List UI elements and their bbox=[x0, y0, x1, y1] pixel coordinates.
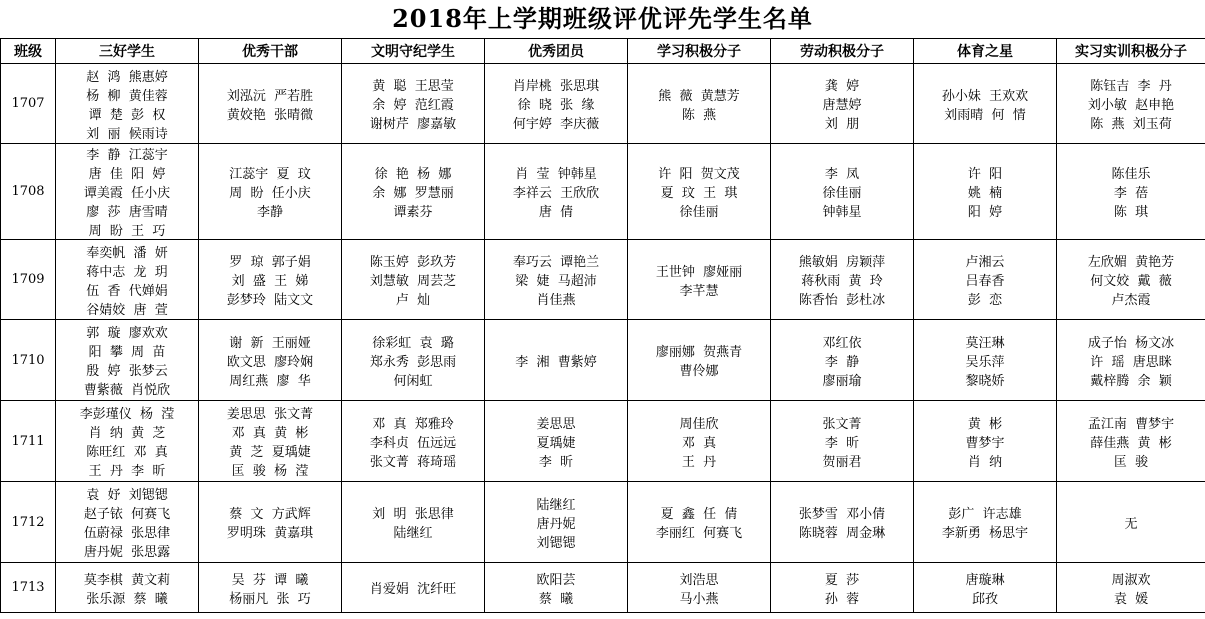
student-names: 许 瑶 唐思眯 bbox=[1090, 354, 1172, 370]
student-names: 余 娜 罗慧丽 bbox=[372, 186, 454, 201]
student-names: 卢 灿 bbox=[395, 293, 431, 308]
student-names: 周 盼 任小庆 bbox=[229, 186, 311, 201]
cell-study-activist bbox=[628, 482, 771, 563]
student-names: 刘泓沅 严若胜 bbox=[226, 88, 314, 104]
student-names: 姚 楠 bbox=[967, 186, 1003, 201]
student-names: 李科贞 伍远远 bbox=[369, 435, 457, 451]
cell-merit-student bbox=[56, 240, 199, 320]
table-row bbox=[1, 240, 1205, 320]
student-names: 黎晓娇 bbox=[965, 373, 1005, 389]
student-names: 李彭瑾仪 杨 滢 bbox=[79, 407, 175, 422]
student-names: 刘小敏 赵申艳 bbox=[1087, 98, 1175, 113]
student-names: 李芊慧 bbox=[679, 283, 719, 299]
student-names: 廖丽瑜 bbox=[822, 373, 862, 389]
student-names: 奉巧云 谭艳兰 bbox=[512, 255, 600, 270]
cell-internship-activist bbox=[1057, 240, 1205, 320]
cell-merit-student bbox=[56, 64, 199, 144]
student-names: 唐 佳 阳 婷 bbox=[88, 167, 166, 182]
student-names: 何宇婷 李庆薇 bbox=[512, 117, 600, 132]
student-names: 黄 聪 王思莹 bbox=[372, 79, 454, 94]
student-names: 徐 艳 杨 娜 bbox=[374, 167, 452, 182]
cell-study-activist bbox=[628, 320, 771, 401]
student-names: 罗明珠 黄嘉琪 bbox=[226, 526, 314, 541]
cell-internship-activist bbox=[1057, 563, 1205, 613]
student-names: 陈钰吉 李 丹 bbox=[1090, 79, 1172, 94]
cell-merit-student bbox=[56, 401, 199, 482]
student-names: 谭美霞 任小庆 bbox=[83, 186, 171, 201]
cell-sports-star bbox=[914, 563, 1057, 613]
student-names: 张文菁 蒋琦瑶 bbox=[369, 454, 457, 470]
student-names: 邓 真 黄 彬 bbox=[231, 426, 309, 441]
student-names: 何闲虹 bbox=[393, 373, 433, 389]
table-row bbox=[1, 563, 1205, 613]
student-names: 孟江南 曹梦宇 bbox=[1087, 416, 1175, 432]
student-names: 唐 倩 bbox=[538, 205, 574, 220]
cell-sports-star bbox=[914, 144, 1057, 240]
header-league-member: 优秀团员 bbox=[485, 39, 628, 64]
student-names: 黄 彬 bbox=[967, 416, 1003, 432]
student-names: 许 阳 bbox=[967, 167, 1003, 182]
cell-internship-activist bbox=[1057, 64, 1205, 144]
student-names: 彭梦玲 陆文文 bbox=[226, 293, 314, 308]
student-names: 唐璇琳 bbox=[965, 572, 1005, 588]
cell-discipline-student bbox=[342, 401, 485, 482]
student-names: 肖岸桃 张思琪 bbox=[512, 79, 600, 94]
cell-merit-student bbox=[56, 320, 199, 401]
table-row bbox=[1, 401, 1205, 482]
student-names: 陈旺红 邓 真 bbox=[86, 445, 168, 460]
student-names: 马小燕 bbox=[679, 591, 719, 607]
cell-study-activist bbox=[628, 240, 771, 320]
student-names: 周佳欣 bbox=[679, 416, 719, 432]
cell-merit-student bbox=[56, 482, 199, 563]
student-names: 刘锶锶 bbox=[536, 535, 576, 551]
student-names: 无 bbox=[1124, 516, 1138, 532]
student-names: 陈 燕 bbox=[681, 107, 717, 123]
student-names: 陈 琪 bbox=[1113, 205, 1149, 220]
header-labor-activist: 劳动积极分子 bbox=[771, 39, 914, 64]
student-names: 李新勇 杨思宇 bbox=[941, 526, 1029, 541]
cell-sports-star bbox=[914, 482, 1057, 563]
cell-labor-activist bbox=[771, 64, 914, 144]
student-names: 夏 莎 bbox=[824, 572, 860, 588]
cell-sports-star bbox=[914, 240, 1057, 320]
cell-discipline-student bbox=[342, 563, 485, 613]
student-names: 肖佳燕 bbox=[536, 293, 576, 308]
cell-merit-student bbox=[56, 144, 199, 240]
student-names: 郭 璇 廖欢欢 bbox=[86, 326, 168, 341]
student-names: 唐慧婷 bbox=[822, 98, 862, 113]
student-names: 李 静 bbox=[824, 354, 860, 370]
cell-merit-student bbox=[56, 563, 199, 613]
student-names: 何文姣 戴 薇 bbox=[1090, 274, 1172, 289]
student-names: 彭广 许志雄 bbox=[948, 507, 1022, 522]
student-names: 姜思思 bbox=[536, 416, 576, 432]
class-number: 1710 bbox=[1, 320, 56, 401]
student-names: 姜思思 张文菁 bbox=[226, 407, 314, 422]
student-names: 卢湘云 bbox=[965, 255, 1005, 270]
header-merit-student: 三好学生 bbox=[56, 39, 199, 64]
cell-outstanding-cadre bbox=[199, 240, 342, 320]
student-names: 周 盼 王 巧 bbox=[88, 224, 166, 239]
student-names: 唐丹妮 bbox=[536, 516, 576, 532]
student-names: 孙 蓉 bbox=[824, 591, 860, 607]
student-names: 刘 丽 候雨诗 bbox=[86, 126, 168, 142]
student-names: 肖 纳 黄 芝 bbox=[88, 426, 166, 441]
student-names: 蒋中志 龙 玥 bbox=[86, 264, 168, 280]
student-names: 杨丽凡 张 巧 bbox=[229, 591, 311, 607]
student-names: 陈佳乐 bbox=[1111, 167, 1151, 182]
student-names: 伍蔚禄 张思律 bbox=[83, 526, 171, 541]
student-names: 欧文思 廖玲娴 bbox=[226, 354, 314, 370]
student-names: 谢树芹 廖嘉敏 bbox=[369, 117, 457, 132]
cell-study-activist bbox=[628, 401, 771, 482]
student-names: 陆继红 bbox=[536, 497, 576, 513]
class-number: 1713 bbox=[1, 563, 56, 613]
student-names: 许 阳 贺文茂 bbox=[658, 167, 740, 182]
student-names: 刘 朋 bbox=[824, 117, 860, 132]
page-title: 2018年上学期班级评优评先学生名单 bbox=[392, 4, 813, 33]
student-names: 唐丹妮 张思露 bbox=[83, 545, 171, 560]
cell-sports-star bbox=[914, 320, 1057, 401]
class-number: 1709 bbox=[1, 240, 56, 320]
student-names: 王 丹 李 昕 bbox=[88, 464, 166, 479]
student-names: 吴 芬 谭 曦 bbox=[231, 572, 309, 588]
student-names: 夏瑀婕 bbox=[536, 435, 576, 451]
cell-league-member bbox=[485, 320, 628, 401]
student-names: 陈玉婷 彭玖芳 bbox=[369, 255, 457, 270]
cell-league-member bbox=[485, 64, 628, 144]
cell-labor-activist bbox=[771, 240, 914, 320]
student-names: 匡 骏 bbox=[1113, 454, 1149, 470]
student-names: 袁 媛 bbox=[1113, 591, 1149, 607]
class-number: 1712 bbox=[1, 482, 56, 563]
class-number: 1707 bbox=[1, 64, 56, 144]
student-names: 梁 婕 马超沛 bbox=[515, 274, 597, 289]
header-outstanding-cadre: 优秀干部 bbox=[199, 39, 342, 64]
student-names: 黄 芝 夏瑀婕 bbox=[229, 445, 311, 460]
student-names: 吴乐萍 bbox=[965, 354, 1005, 370]
student-names: 薛佳燕 黄 彬 bbox=[1090, 435, 1172, 451]
student-names: 夏 鑫 任 倩 bbox=[660, 507, 738, 522]
student-names: 卢杰霞 bbox=[1111, 293, 1151, 308]
cell-discipline-student bbox=[342, 482, 485, 563]
student-names: 徐彩虹 袁 璐 bbox=[372, 335, 454, 351]
student-names: 肖 纳 bbox=[967, 454, 1003, 470]
cell-league-member bbox=[485, 240, 628, 320]
cell-outstanding-cadre bbox=[199, 64, 342, 144]
student-names: 李 昕 bbox=[824, 435, 860, 451]
cell-discipline-student bbox=[342, 320, 485, 401]
student-names: 伍 香 代婵娟 bbox=[86, 283, 168, 299]
cell-internship-activist bbox=[1057, 144, 1205, 240]
student-names: 刘雨晴 何 情 bbox=[944, 107, 1026, 123]
student-names: 徐 晓 张 缘 bbox=[517, 98, 595, 113]
student-names: 刘浩思 bbox=[679, 572, 719, 588]
student-names: 彭 恋 bbox=[967, 293, 1003, 308]
cell-labor-activist bbox=[771, 144, 914, 240]
student-names: 左欣媚 黄艳芳 bbox=[1087, 255, 1175, 270]
student-names: 陆继红 bbox=[393, 526, 433, 541]
cell-internship-activist bbox=[1057, 320, 1205, 401]
student-names: 欧阳芸 bbox=[536, 572, 576, 588]
student-names: 邓红依 bbox=[822, 335, 862, 351]
student-names: 李 湘 曹紫婷 bbox=[515, 354, 597, 370]
student-names: 李 蓓 bbox=[1113, 186, 1149, 201]
student-names: 李祥云 王欣欣 bbox=[512, 186, 600, 201]
header-study-activist: 学习积极分子 bbox=[628, 39, 771, 64]
student-names: 曹梦宇 bbox=[965, 435, 1005, 451]
student-names: 王世钟 廖娅丽 bbox=[655, 264, 743, 280]
student-names: 赵 鸿 熊惠婷 bbox=[86, 69, 168, 85]
student-names: 江蕊宇 夏 玟 bbox=[229, 167, 311, 182]
cell-league-member bbox=[485, 144, 628, 240]
student-names: 莫汪琳 bbox=[965, 335, 1005, 351]
cell-internship-activist bbox=[1057, 401, 1205, 482]
student-names: 李 静 江蕊宇 bbox=[86, 148, 168, 163]
student-names: 谢 新 王丽娅 bbox=[229, 335, 311, 351]
student-names: 张梦雪 邓小倩 bbox=[798, 507, 886, 522]
student-names: 廖丽娜 贺燕青 bbox=[655, 345, 743, 360]
student-names: 匡 骏 杨 滢 bbox=[231, 464, 309, 479]
cell-internship-activist bbox=[1057, 482, 1205, 563]
cell-outstanding-cadre bbox=[199, 563, 342, 613]
cell-labor-activist bbox=[771, 482, 914, 563]
award-table bbox=[0, 38, 1205, 613]
header-internship-activist: 实习实训积极分子 bbox=[1057, 39, 1205, 64]
student-names: 孙小妹 王欢欢 bbox=[941, 88, 1029, 104]
cell-labor-activist bbox=[771, 563, 914, 613]
student-names: 肖爱娟 沈纤旺 bbox=[369, 582, 457, 597]
student-names: 李 昕 bbox=[538, 454, 574, 470]
cell-outstanding-cadre bbox=[199, 401, 342, 482]
student-names: 熊 薇 黄慧芳 bbox=[658, 88, 740, 104]
student-names: 谭 楚 彭 权 bbox=[88, 107, 166, 123]
student-names: 刘 明 张思律 bbox=[372, 507, 454, 522]
student-names: 邓 真 郑雅玲 bbox=[372, 416, 454, 432]
cell-discipline-student bbox=[342, 64, 485, 144]
student-names: 阳 攀 周 苗 bbox=[88, 345, 166, 360]
student-names: 蔡 文 方武辉 bbox=[229, 507, 311, 522]
student-names: 钟韩星 bbox=[822, 205, 862, 220]
cell-study-activist bbox=[628, 144, 771, 240]
header-class: 班级 bbox=[1, 39, 56, 64]
student-names: 贺丽君 bbox=[822, 454, 862, 470]
student-names: 罗 琼 郭子娟 bbox=[229, 255, 311, 270]
student-names: 曹伶娜 bbox=[679, 364, 719, 379]
cell-outstanding-cadre bbox=[199, 320, 342, 401]
cell-sports-star bbox=[914, 401, 1057, 482]
header-sports-star: 体育之星 bbox=[914, 39, 1057, 64]
student-names: 谷婧姣 唐 萱 bbox=[86, 302, 168, 318]
student-names: 戴梓腾 余 颖 bbox=[1090, 373, 1172, 389]
student-names: 殷 婷 张梦云 bbox=[86, 364, 168, 379]
class-number: 1711 bbox=[1, 401, 56, 482]
student-names: 蔡 曦 bbox=[538, 591, 574, 607]
student-names: 徐佳丽 bbox=[679, 205, 719, 220]
student-names: 陈 燕 刘玉荷 bbox=[1090, 117, 1172, 132]
student-names: 周红燕 廖 华 bbox=[229, 373, 311, 389]
student-names: 陈晓蓉 周金琳 bbox=[798, 526, 886, 541]
student-names: 郑永秀 彭思雨 bbox=[369, 354, 457, 370]
student-names: 龚 婷 bbox=[824, 79, 860, 94]
table-row bbox=[1, 64, 1205, 144]
table-row bbox=[1, 320, 1205, 401]
student-names: 阳 婷 bbox=[967, 205, 1003, 220]
student-names: 奉奕帆 潘 妍 bbox=[86, 245, 168, 261]
student-names: 曹紫薇 肖悦欣 bbox=[83, 383, 171, 398]
student-names: 成子怡 杨文冰 bbox=[1087, 335, 1175, 351]
student-names: 邓 真 bbox=[681, 435, 717, 451]
header-row bbox=[1, 39, 1205, 64]
student-names: 杨 柳 黄佳蓉 bbox=[86, 88, 168, 104]
cell-discipline-student bbox=[342, 240, 485, 320]
student-names: 王 丹 bbox=[681, 454, 717, 470]
student-names: 夏 玟 王 琪 bbox=[660, 186, 738, 201]
cell-outstanding-cadre bbox=[199, 482, 342, 563]
student-names: 邱孜 bbox=[971, 591, 998, 607]
student-names: 肖 莹 钟韩星 bbox=[515, 167, 597, 182]
student-names: 袁 妤 刘锶锶 bbox=[86, 488, 168, 503]
cell-outstanding-cadre bbox=[199, 144, 342, 240]
student-names: 周淑欢 bbox=[1111, 572, 1151, 588]
student-names: 李丽红 何赛飞 bbox=[655, 526, 743, 541]
cell-sports-star bbox=[914, 64, 1057, 144]
cell-discipline-student bbox=[342, 144, 485, 240]
student-names: 赵子铱 何赛飞 bbox=[83, 507, 171, 522]
student-names: 廖 莎 唐雪晴 bbox=[86, 205, 168, 220]
student-names: 张文菁 bbox=[822, 416, 862, 432]
student-names: 谭素芬 bbox=[393, 205, 433, 220]
student-names: 刘慧敏 周芸芝 bbox=[369, 274, 457, 289]
student-names: 陈香怡 彭杜冰 bbox=[798, 293, 886, 308]
student-names: 徐佳丽 bbox=[822, 186, 862, 201]
student-names: 刘 盛 王 娣 bbox=[231, 274, 309, 289]
student-names: 李 凤 bbox=[824, 167, 860, 182]
cell-study-activist bbox=[628, 563, 771, 613]
student-names: 熊敏娟 房颖萍 bbox=[798, 255, 886, 270]
cell-league-member bbox=[485, 401, 628, 482]
header-discipline-student: 文明守纪学生 bbox=[342, 39, 485, 64]
cell-labor-activist bbox=[771, 401, 914, 482]
cell-labor-activist bbox=[771, 320, 914, 401]
cell-study-activist bbox=[628, 64, 771, 144]
table-row bbox=[1, 482, 1205, 563]
class-number: 1708 bbox=[1, 144, 56, 240]
student-names: 张乐源 蔡 曦 bbox=[86, 591, 168, 607]
table-row bbox=[1, 144, 1205, 240]
student-names: 余 婷 范红霞 bbox=[372, 98, 454, 113]
student-names: 李静 bbox=[256, 205, 283, 220]
student-names: 吕春香 bbox=[965, 274, 1005, 289]
cell-league-member bbox=[485, 482, 628, 563]
cell-league-member bbox=[485, 563, 628, 613]
student-names: 蒋秋雨 黄 玲 bbox=[801, 274, 883, 289]
student-names: 黄姣艳 张晴微 bbox=[226, 107, 314, 123]
student-names: 莫李棋 黄文莉 bbox=[83, 572, 171, 588]
